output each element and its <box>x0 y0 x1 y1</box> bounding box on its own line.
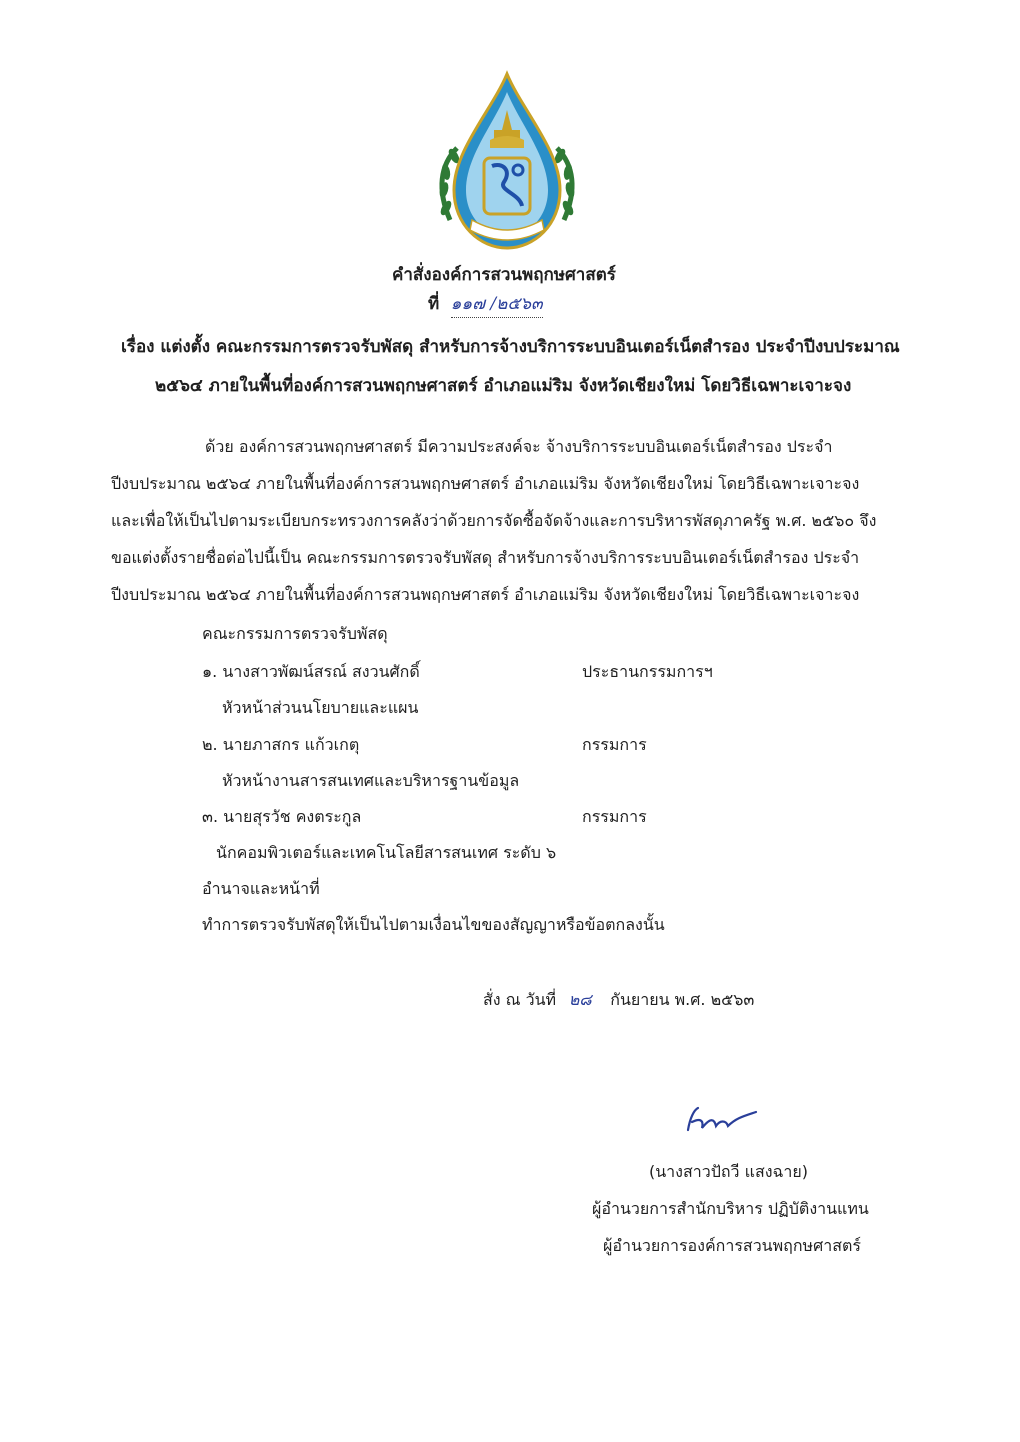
member-role: กรรมการ <box>582 807 647 826</box>
order-date-prefix: สั่ง ณ วันที่ <box>483 990 557 1009</box>
member-position: หัวหน้าส่วนนโยบายและแผน <box>222 698 419 717</box>
royal-botanic-garden-emblem-icon <box>432 70 582 260</box>
committee-heading: คณะกรรมการตรวจรับพัสดุ <box>202 624 388 643</box>
member-name: ๑. นางสาวพัฒน์สรณ์ สงวนศักดิ์ <box>202 662 420 681</box>
body-line: ปีงบประมาณ ๒๕๖๔ ภายในพื้นที่องค์การสวนพฤกษศาสตร์ อำเภอแม่ริม จังหวัดเชียงใหม่ โดยวิธีเฉพาะเจาะจง <box>111 474 860 493</box>
member-role: ประธานกรรมการฯ <box>582 662 713 681</box>
duty-text: ทำการตรวจรับพัสดุให้เป็นไปตามเงื่อนไขของสัญญาหรือข้อตกลงนั้น <box>202 915 665 934</box>
member-name: ๒. นายภาสกร แก้วเกตุ <box>202 735 360 754</box>
duty-heading: อำนาจและหน้าที่ <box>202 879 320 898</box>
order-date-day: ๒๘ <box>568 990 592 1009</box>
order-number-label: ที่ <box>428 294 440 314</box>
member-position: หัวหน้างานสารสนเทศและบริหารฐานข้อมูล <box>222 771 520 790</box>
signer-title: ผู้อำนวยการองค์การสวนพฤกษศาสตร์ <box>603 1236 861 1255</box>
member-name: ๓. นายสุรวัช คงตระกูล <box>202 807 362 826</box>
subject-line-1: เรื่อง แต่งตั้ง คณะกรรมการตรวจรับพัสดุ สำหรับการจ้างบริการระบบอินเตอร์เน็ตสำรอง ประจำปีงบประมาณ <box>121 337 900 357</box>
order-date-month-year: กันยายน พ.ศ. ๒๕๖๓ <box>610 990 755 1009</box>
member-position: นักคอมพิวเตอร์และเทคโนโลยีสารสนเทศ ระดับ ๖ <box>216 843 557 862</box>
handwritten-signature <box>680 1100 760 1140</box>
order-date <box>483 988 754 1013</box>
order-number <box>428 290 543 318</box>
signer-name: (นางสาวปัถวี แสงฉาย) <box>649 1162 809 1181</box>
body-line: ปีงบประมาณ ๒๕๖๔ ภายในพื้นที่องค์การสวนพฤกษศาสตร์ อำเภอแม่ริม จังหวัดเชียงใหม่ โดยวิธีเฉพาะเจาะจง <box>111 585 860 604</box>
signer-title: ผู้อำนวยการสำนักบริหาร ปฏิบัติงานแทน <box>592 1199 869 1218</box>
subject-line-2: ๒๕๖๔ ภายในพื้นที่องค์การสวนพฤกษศาสตร์ อำเภอแม่ริม จังหวัดเชียงใหม่ โดยวิธีเฉพาะเจาะจง <box>155 376 852 396</box>
body-line: และเพื่อให้เป็นไปตามระเบียบกระทรวงการคลังว่าด้วยการจัดซื้อจัดจ้างและการบริหารพัสดุภาครัฐ พ.ศ. ๒๕๖๐ จึง <box>111 511 877 530</box>
body-line: ขอแต่งตั้งรายชื่อต่อไปนี้เป็น คณะกรรมการตรวจรับพัสดุ สำหรับการจ้างบริการระบบอินเตอร์เน็ตสำรอง ประจำ <box>111 548 860 567</box>
order-title: คำสั่งองค์การสวนพฤกษศาสตร์ <box>392 265 616 285</box>
order-number-value: ๑๑๗ /๒๕๖๓ <box>451 290 543 318</box>
member-role: กรรมการ <box>582 735 647 754</box>
body-line: ด้วย องค์การสวนพฤกษศาสตร์ มีความประสงค์จะ จ้างบริการระบบอินเตอร์เน็ตสำรอง ประจำ <box>205 437 833 456</box>
